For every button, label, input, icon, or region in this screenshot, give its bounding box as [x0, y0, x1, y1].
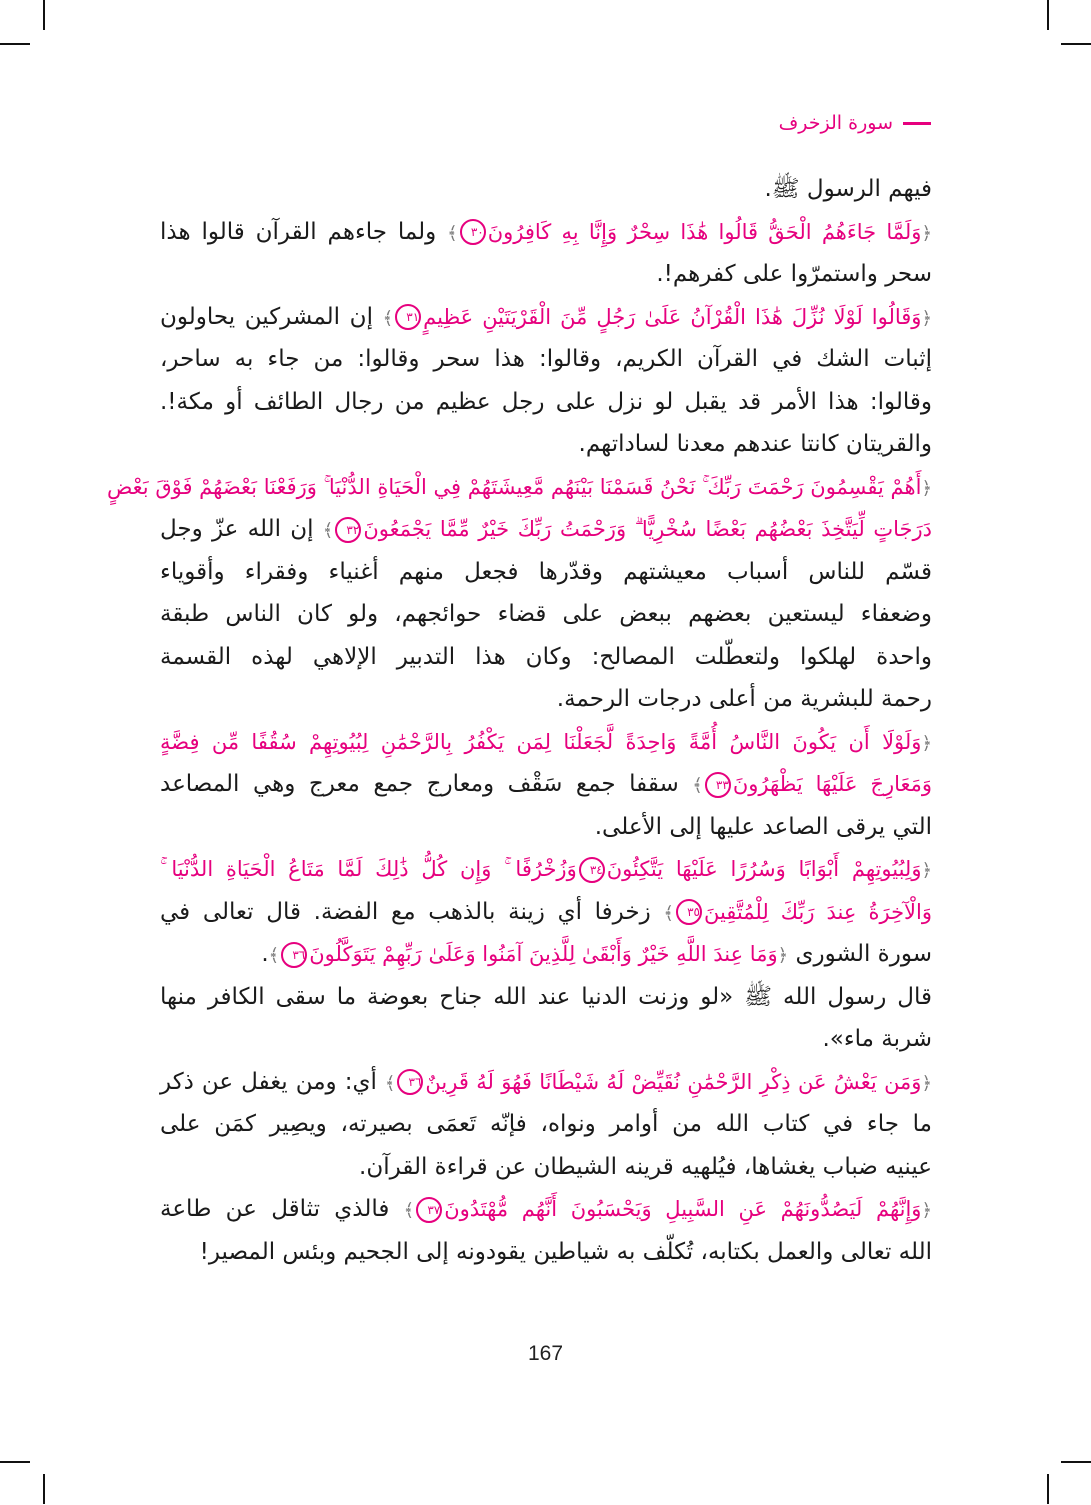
commentary-text: إثبات الشك في القرآن الكريم، وقالوا: هذا سحر وقالوا: من جاء به ساحر،	[160, 346, 932, 372]
text-line	[160, 1018, 932, 1061]
ornate-bracket-open-icon: ﴿	[921, 1200, 932, 1221]
ornate-bracket-close-icon: ﴾	[403, 1200, 415, 1221]
commentary-text: سورة الشورى	[788, 941, 932, 967]
commentary-text: عينيه ضباب يغشاها، فيُلهيه قرينه الشيطان عن قراءة القرآن.	[359, 1153, 932, 1180]
ornate-bracket-open-icon: ﴿	[921, 222, 932, 244]
commentary-text: ولما جاءهم القرآن قالوا هذا	[160, 218, 448, 245]
crop-mark-bottom-right-vertical	[1047, 1474, 1049, 1504]
ayah-number-badge: ٣٦	[397, 1069, 423, 1095]
commentary-text: والقريتان كانتا عندهم معدنا لساداتهم.	[578, 431, 932, 457]
quran-verse: وَمَن يَعْشُ عَن ذِكْرِ الرَّحْمَٰنِ نُقَيِّضْ لَهُ شَيْطَانًا فَهُوَ لَهُ قَرِينٌ	[425, 1069, 922, 1094]
commentary-text: إن المشركين يحاولون	[160, 303, 383, 330]
text-line	[160, 593, 932, 636]
text-line	[160, 1146, 932, 1189]
text-line	[160, 976, 932, 1019]
ornate-bracket-open-icon: ﴿	[921, 477, 932, 499]
commentary-text: ما جاء في كتاب الله من أوامر ونواه، فإنّه تَعمَى بصيرته، ويصِير كمَن على	[160, 1111, 932, 1137]
running-header	[779, 112, 931, 134]
commentary-text: .	[261, 941, 269, 967]
text-line	[160, 1231, 932, 1274]
quran-verse: وَقَالُوا لَوْلَا نُزِّلَ هَٰذَا الْقُرْآنُ عَلَىٰ رَجُلٍ مِّنَ الْقَرْيَتَيْنِ عَظِيمٍ	[423, 304, 922, 329]
text-line	[160, 381, 932, 424]
commentary-text: فالذي تثاقل عن طاعة	[160, 1196, 404, 1222]
ornate-bracket-close-icon: ﴾	[382, 307, 394, 329]
text-line	[160, 806, 932, 849]
ornate-bracket-close-icon: ﴾	[384, 1072, 396, 1094]
page-body	[106, 168, 933, 1273]
text-line	[160, 211, 932, 254]
ornate-bracket-open-icon: ﴿	[777, 945, 789, 966]
crop-mark-top-left-horizontal	[0, 43, 30, 45]
text-line	[160, 423, 932, 466]
header-rule	[903, 122, 931, 125]
commentary-text: زخرفا أي زينة بالذهب مع الفضة. قال تعالى في	[160, 898, 664, 925]
ayah-number-badge: ٣٥	[676, 899, 702, 925]
commentary-text: الله تعالى والعمل بكتابه، تُكلّف به شياطين يقودونه إلى الجحيم وبئس المصير!	[199, 1238, 932, 1265]
ayah-number-badge: ٣٦	[281, 942, 307, 968]
crop-mark-bottom-right-horizontal	[1061, 1461, 1091, 1463]
crop-mark-top-right-vertical	[1047, 0, 1049, 30]
text-line	[160, 508, 932, 551]
commentary-text: إن الله عزّ وجل	[160, 516, 323, 542]
ayah-number-badge: ٣٣	[705, 772, 731, 798]
crop-mark-bottom-left-vertical	[43, 1474, 45, 1504]
text-line	[160, 933, 932, 976]
text-line	[160, 551, 932, 594]
text-line	[160, 636, 932, 679]
text-line	[160, 253, 932, 296]
text-line	[160, 891, 932, 934]
text-line	[106, 466, 932, 509]
quran-verse: وَلَمَّا جَاءَهُمُ الْحَقُّ قَالُوا هَٰذَا سِحْرٌ وَإِنَّا بِهِ كَافِرُونَ	[487, 219, 922, 244]
text-line	[160, 721, 932, 764]
commentary-text: قال رسول الله ﷺ «لو وزنت الدنيا عند الله جناح بعوضة ما سقى الكافر منها	[160, 983, 932, 1010]
page-number: 167	[527, 1342, 564, 1365]
surah-title: سورة الزخرف	[778, 112, 893, 134]
commentary-text: وضعفاء ليستعين بعضهم ببعض على قضاء حوائجهم، ولو كان الناس طبقة	[160, 601, 932, 627]
commentary-text: سقفا جمع سَقْف ومعارج جمع معرج وهي المصاعد	[160, 771, 693, 797]
text-line	[160, 296, 932, 339]
ayah-number-badge: ٣٧	[416, 1197, 442, 1223]
crop-mark-bottom-left-horizontal	[0, 1461, 30, 1463]
ayah-number-badge: ٣١	[395, 304, 421, 330]
quran-verse: وَمَا عِندَ اللَّهِ خَيْرٌ وَأَبْقَىٰ لِلَّذِينَ آمَنُوا وَعَلَىٰ رَبِّهِمْ يَتَوَكَّلُونَ	[309, 942, 778, 966]
text-line	[160, 1103, 932, 1146]
ornate-bracket-close-icon: ﴾	[322, 520, 334, 541]
quran-verse: وَلَوْلَا أَن يَكُونَ النَّاسُ أُمَّةً وَاحِدَةً لَّجَعَلْنَا لِمَن يَكْفُرُ بِالرَّحْمَٰنِ لِبُيُوتِهِمْ سُقُفًا مِّن فِضَّةٍ	[160, 729, 922, 754]
text-line	[160, 848, 932, 891]
commentary-text: واحدة لهلكوا ولتعطّلت المصالح: وكان هذا التدبير الإلاهي لهذه القسمة	[160, 643, 932, 670]
commentary-text: وقالوا: هذا الأمر قد يقبل لو نزل على رجل عظيم من رجال الطائف أو مكة!.	[160, 388, 932, 415]
quran-verse: وَالْآخِرَةُ عِندَ رَبِّكَ لِلْمُتَّقِينَ	[703, 899, 933, 924]
ornate-bracket-open-icon: ﴿	[921, 732, 932, 754]
ornate-bracket-open-icon: ﴿	[921, 860, 933, 881]
commentary-text: فيهم الرسول ﷺ.	[764, 176, 932, 202]
ornate-bracket-open-icon: ﴿	[921, 1072, 932, 1094]
commentary-text: قسّم للناس أسباب معيشتهم وقدّرها فجعل منهم أغنياء وفقراء وأقوياء	[160, 558, 932, 585]
text-line	[160, 1188, 932, 1231]
quran-verse: أَهُمْ يَقْسِمُونَ رَحْمَتَ رَبِّكَ ۚ نَحْنُ قَسَمْنَا بَيْنَهُم مَّعِيشَتَهُمْ فِي الْحَيَاةِ الدُّنْيَا ۚ وَرَفَعْنَا بَعْضَهُمْ فَوْقَ بَعْضٍ	[106, 474, 922, 499]
ornate-bracket-open-icon: ﴿	[921, 307, 932, 329]
crop-mark-top-left-vertical	[43, 0, 45, 30]
text-line	[160, 1061, 932, 1104]
commentary-text: التي يرقى الصاعد عليها إلى الأعلى.	[594, 813, 932, 840]
quran-verse: وَزُخْرُفًا ۚ وَإِن كُلُّ ذَٰلِكَ لَمَّا مَتَاعُ الْحَيَاةِ الدُّنْيَا ۚ	[160, 857, 577, 881]
ayah-number-badge: ٣٤	[579, 857, 605, 883]
ornate-bracket-close-icon: ﴾	[447, 222, 458, 244]
ornate-bracket-close-icon: ﴾	[663, 902, 674, 924]
quran-verse: وَمَعَارِجَ عَلَيْهَا يَظْهَرُونَ	[732, 772, 933, 796]
text-line	[160, 678, 932, 721]
quran-verse: وَإِنَّهُمْ لَيَصُدُّونَهُمْ عَنِ السَّبِيلِ وَيَحْسَبُونَ أَنَّهُم مُّهْتَدُونَ	[444, 1197, 922, 1221]
text-line	[160, 168, 932, 211]
ornate-bracket-close-icon: ﴾	[692, 775, 703, 796]
ayah-number-badge: ٣٢	[335, 517, 361, 543]
commentary-text: شربة ماء».	[822, 1026, 932, 1052]
ornate-bracket-close-icon: ﴾	[268, 945, 280, 966]
commentary-text: رحمة للبشرية من أعلى درجات الرحمة.	[556, 686, 932, 712]
quran-verse: وَلِبُيُوتِهِمْ أَبْوَابًا وَسُرُرًا عَلَيْهَا يَتَّكِئُونَ	[606, 857, 922, 881]
text-line	[160, 338, 932, 381]
commentary-text: سحر واستمرّوا على كفرهم!.	[656, 261, 932, 287]
quran-verse: دَرَجَاتٍ لِّيَتَّخِذَ بَعْضُهُم بَعْضًا سُخْرِيًّا ۗ وَرَحْمَتُ رَبِّكَ خَيْرٌ مِّمَّا يَجْمَعُونَ	[363, 517, 933, 541]
crop-mark-top-right-horizontal	[1061, 43, 1091, 45]
commentary-text: أي: ومن يغفل عن ذكر	[160, 1068, 385, 1095]
ayah-number-badge: ٣٠	[460, 219, 486, 245]
text-line	[160, 763, 932, 806]
